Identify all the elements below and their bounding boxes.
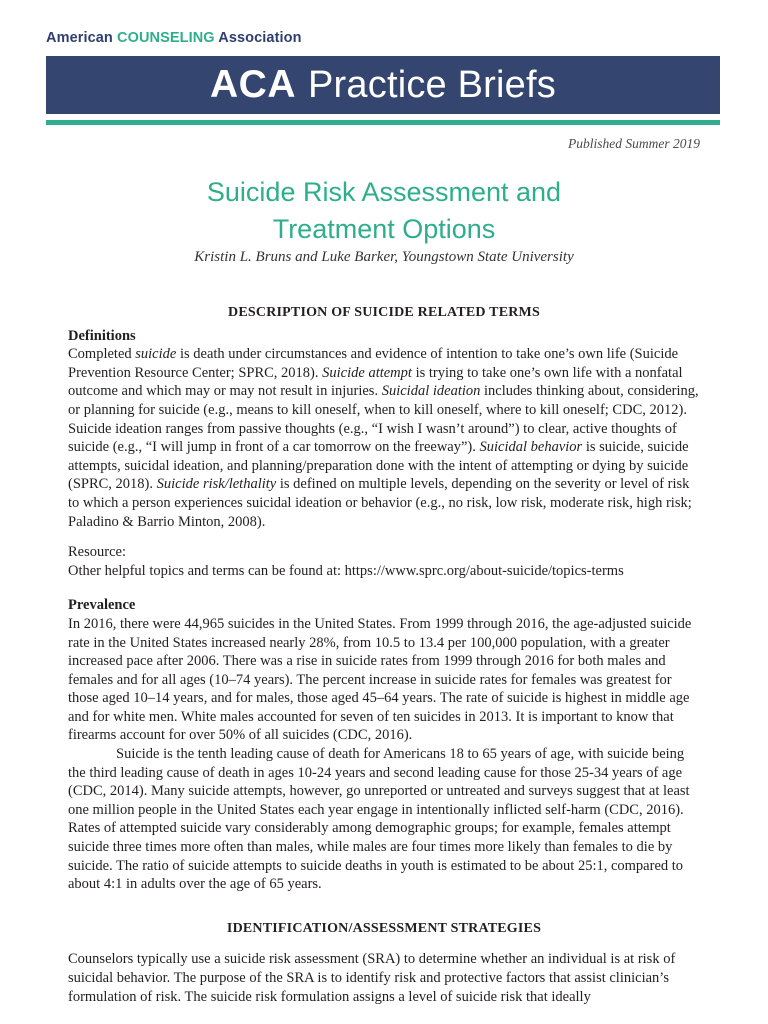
- document-body: [68, 304, 700, 1006]
- def-text-1: Completed: [68, 346, 136, 363]
- term-suicide: suicide: [135, 346, 177, 363]
- def-text-4: includes thinking about, considering, or planning for suicide (e.g., means to kill oneself, when to kill oneself, where to kill oneself; CDC, 2012). Suicide ideation ranges from passive thoughts (e.g., “I wish I wasn’t around”) to clear, active thoughts of suicide (e.g., “I will jump in front of a car tomorrow on the freeway”).: [68, 383, 699, 456]
- assoc-prefix: American: [46, 30, 118, 46]
- assoc-accent: COUNSELING: [117, 30, 215, 46]
- prevalence-paragraph-2: Suicide is the tenth leading cause of death for Americans 18 to 65 years of age, with suicide being the third leading cause of death in ages 10-24 years and second leading cause for those 25-34 years of age (CDC, 2014). Many suicide attempts, however, go unreported or untreated and surveys suggest that at least one million people in the United States each year engage in intentionally inflicted self-harm (CDC, 2016). Rates of attempted suicide vary considerably among demographic groups; for example, females attempt suicide three times more often than males, while males are four times more likely than females to die by suicide. The ratio of suicide attempts to suicide deaths in youth is estimated to be about 25:1, compared to about 4:1 in adults over the age of 65 years.: [68, 746, 690, 893]
- definitions-paragraph: [68, 345, 700, 531]
- term-suicidal-ideation: Suicidal ideation: [381, 383, 481, 400]
- title-line-2: Treatment Options: [272, 214, 496, 244]
- term-suicide-attempt: Suicide attempt: [322, 364, 412, 381]
- resource-link-text: Other helpful topics and terms can be found at: https://www.sprc.org/about-suicide/topics-terms: [68, 562, 624, 579]
- assessment-paragraph-1: Counselors typically use a suicide risk assessment (SRA) to determine whether an individual is at risk of suicidal behavior. The purpose of the SRA is to identify risk and protective factors that assist clinician’s formulation of risk. The suicide risk formulation assigns a level of suicide risk that ideally: [68, 951, 676, 1005]
- section-heading-terms: DESCRIPTION OF SUICIDE RELATED TERMS: [228, 305, 540, 320]
- term-suicidal-behavior: Suicidal behavior: [479, 439, 583, 456]
- title-banner: [46, 56, 720, 114]
- term-suicide-risk: Suicide risk/lethality: [156, 476, 277, 493]
- resource-label: Resource:: [68, 544, 126, 561]
- section-heading-assessment: IDENTIFICATION/ASSESSMENT STRATEGIES: [226, 920, 542, 936]
- assoc-suffix: Association: [214, 30, 302, 46]
- authors: Kristin L. Bruns and Luke Barker, Youngstown State University: [194, 249, 574, 265]
- document-title: [0, 174, 768, 248]
- banner-light: Practice Briefs: [308, 63, 556, 106]
- definitions-heading: Definitions: [68, 327, 136, 344]
- prevalence-heading: Prevalence: [68, 597, 136, 614]
- title-line-1: Suicide Risk Assessment and: [206, 177, 562, 207]
- banner-bold: ACA: [210, 63, 297, 106]
- def-text-5: is suicide, suicide attempts, suicidal ideation, and planning/preparation done with the intent of attempting or dying by suicide (SPRC, 2018).: [68, 439, 689, 493]
- def-text-2: is death under circumstances and evidence of intention to take one’s own life (Suicide Prevention Resource Center; SPRC, 2018).: [68, 346, 679, 381]
- association-name: [46, 30, 302, 46]
- def-text-6: is defined on multiple levels, depending on the severity or level of risk to which a person experiences suicidal ideation or behavior (e.g., no risk, low risk, moderate risk, high risk; Paladino & Barrio Minton, 2008).: [68, 476, 692, 530]
- published-date: Published Summer 2019: [568, 136, 700, 151]
- accent-rule: [46, 120, 720, 125]
- prevalence-paragraph-1: In 2016, there were 44,965 suicides in the United States. From 1999 through 2016, the age-adjusted suicide rate in the United States increased nearly 28%, from 10.5 to 13.4 per 100,000 population, with a greater increased pace after 2006. There was a rise in suicide rates from 1999 through 2016 for both males and females and for all ages (10–74 years). The percent increase in suicide rates for females was greatest for those aged 10–14 years, and for males, those aged 45–64 years. The rate of suicide is highest in middle age and for white men. White males accounted for seven of ten suicides in 2013. It is important to know that firearms account for over 50% of all suicides (CDC, 2016).: [68, 615, 692, 744]
- def-text-3: is trying to take one’s own life with a nonfatal outcome and which may or may not result in injuries.: [68, 364, 683, 400]
